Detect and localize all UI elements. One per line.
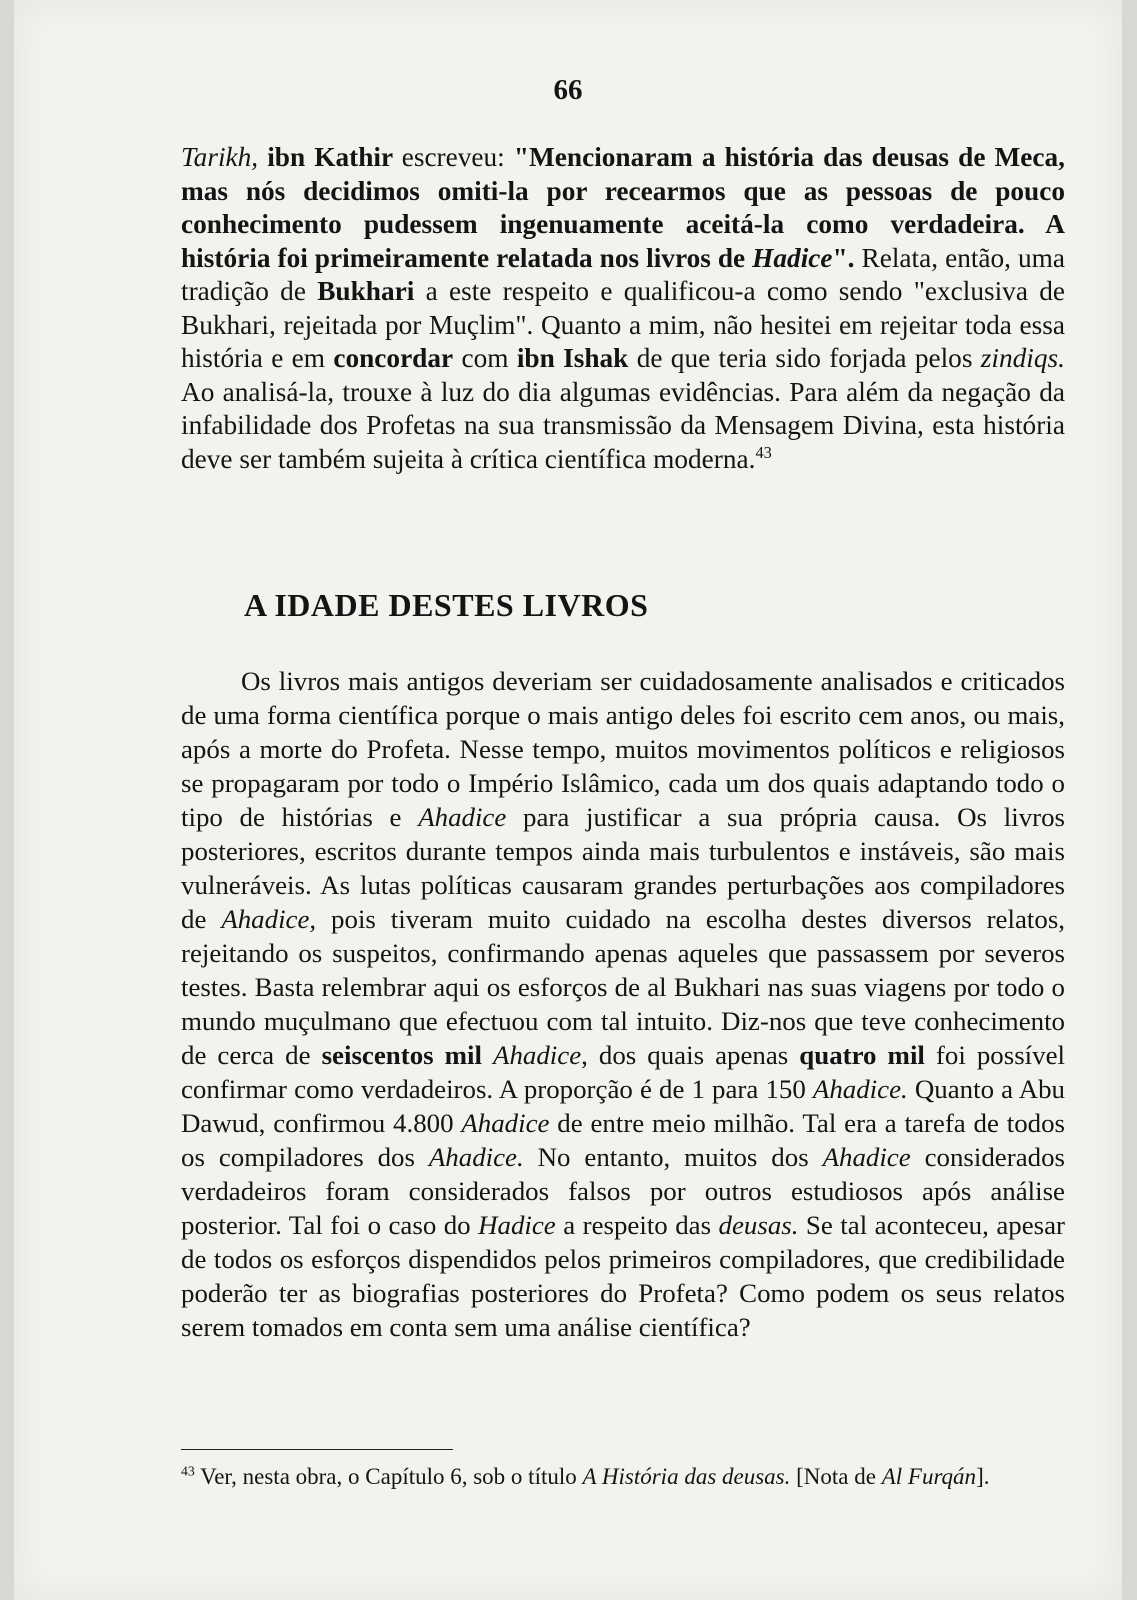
- text-span: ibn Kathir: [258, 142, 402, 172]
- paragraph: [181, 141, 1065, 476]
- footnote-divider: [181, 1449, 453, 1450]
- text-span: concordar: [333, 343, 454, 373]
- book-page: [14, 0, 1122, 1600]
- continuation-paragraph: [181, 141, 1065, 476]
- text-span: deusas.: [718, 1210, 799, 1240]
- text-span: Al Furqán: [881, 1464, 977, 1489]
- text-span: considerados verdadeiros foram considerados falsos por outros estudiosos após análise posterior. Tal foi o caso do: [181, 1142, 1065, 1240]
- section-heading: A IDADE DESTES LIVROS: [244, 587, 649, 623]
- text-span: pois tiveram muito cuidado na escolha destes diversos relatos, rejeitando os suspeitos, confirmando apenas aqueles que passassem por severos testes. Basta relembrar aqui os esforços de al Bukhari nas suas viagens por todo o mundo muçulmano que efectuou com tal intuito. Diz-nos que teve conhecimento de cerca de: [181, 904, 1066, 1070]
- text-span: [482, 1040, 493, 1070]
- text-span: de que teria sido forjada pelos: [628, 343, 981, 373]
- text-span: Ahadice: [822, 1142, 911, 1172]
- text-span: Os livros mais antigos deveriam ser cuidadosamente analisados e criticados de uma forma científica porque o mais antigo deles foi escrito cem anos, ou mais, após a morte do Profeta. Nesse tempo, muitos movimentos políticos e religiosos se propagaram por todo o Império Islâmico, cada um dos quais adaptando todo o tipo de histórias e: [181, 666, 1065, 832]
- footnote: [181, 1462, 1065, 1492]
- text-span: Bukhari: [317, 276, 415, 306]
- text-span: Ahadice.: [812, 1074, 908, 1104]
- text-span: Ahadice: [418, 802, 507, 832]
- text-span: No entanto, muitos dos: [523, 1142, 823, 1172]
- text-span: quatro mil: [799, 1040, 925, 1070]
- paragraph: [181, 664, 1065, 1344]
- text-span: [Nota de: [790, 1464, 882, 1489]
- text-span: ibn Ishak: [516, 343, 629, 373]
- text-span: Ahadice.: [428, 1142, 524, 1172]
- quoted-text: "Mencionaram a história das deusas de Meca, mas nós decidimos omiti-la por recearmos que as pessoas de pouco conhecimento pudessem ingenuamente aceitá-la como verdadeira. A história foi primeiramente relatada nos livros de: [181, 142, 1065, 273]
- text-span: seiscentos mil: [321, 1040, 482, 1070]
- text-span: Hadice: [478, 1210, 556, 1240]
- text-span: a respeito das: [555, 1210, 719, 1240]
- text-span: Ver, nesta obra, o Capítulo 6, sob o título: [194, 1464, 583, 1489]
- text-span: a este respeito e qualificou-a como sendo "exclusiva de Bukhari, rejeitada por Muçlim". Quanto a mim, não hesitei em rejeitar toda essa história e em: [181, 276, 1065, 373]
- footnote-marker: 43: [181, 1463, 195, 1479]
- body-paragraph: [181, 664, 1065, 1344]
- page-number: 66: [553, 74, 583, 106]
- footnote-text: [181, 1462, 1065, 1492]
- text-span: Tarikh,: [181, 142, 259, 172]
- text-span: ".: [832, 242, 855, 273]
- text-span: de entre meio milhão. Tal era a tarefa de todos os compiladores dos: [181, 1108, 1065, 1172]
- text-span: Se tal aconteceu, apesar de todos os esforços dispendidos pelos primeiros compiladores, que credibilidade poderão ter as biografias posteriores do Profeta? Como podem os seus relatos serem tomados em conta sem uma análise científica?: [181, 1210, 1065, 1342]
- text-span: zindiqs.: [980, 343, 1065, 373]
- text-span: ].: [976, 1464, 990, 1489]
- text-span: para justificar a sua própria causa. Os livros posteriores, escritos durante tempos ainda mais turbulentos e instáveis, são mais vulneráveis. As lutas políticas causaram grandes perturbações aos compiladores de: [181, 802, 1065, 934]
- text-span: Ao analisá-la, trouxe à luz do dia algumas evidências. Para além da negação da infabilidade dos Profetas na sua transmissão da Mensagem Divina, esta história deve ser também sujeita à crítica científica moderna.: [181, 376, 1065, 474]
- text-span: Hadice: [752, 242, 833, 273]
- text-span: Ahadice: [461, 1108, 550, 1138]
- text-span: Quanto a Abu Dawud, confirmou 4.800: [181, 1074, 1066, 1138]
- text-span: com: [453, 343, 517, 373]
- footnote-reference: 43: [755, 442, 772, 462]
- text-span: Ahadice,: [221, 904, 317, 934]
- text-span: escreveu:: [401, 142, 514, 172]
- text-span: A História das deusas.: [582, 1464, 791, 1489]
- text-span: Relata, então, uma tradição de: [181, 242, 1066, 306]
- text-span: , dos quais apenas: [581, 1040, 800, 1070]
- text-span: foi possível confirmar como verdadeiros. A proporção é de 1 para 150: [181, 1040, 1065, 1104]
- text-span: Ahadice: [493, 1040, 582, 1070]
